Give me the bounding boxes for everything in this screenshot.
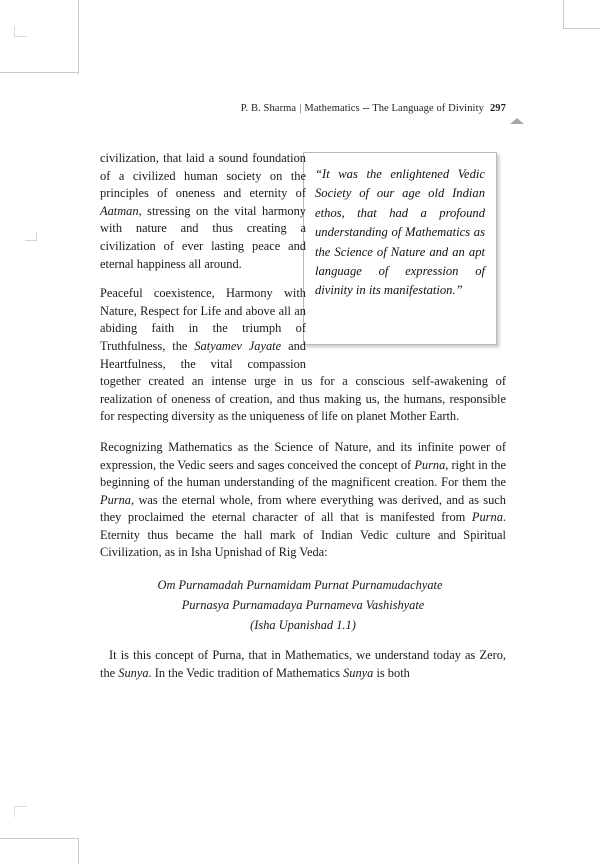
registration-mark-left-edge: [25, 232, 37, 241]
registration-mark-bottom-left: [14, 806, 27, 817]
paragraph-3-part-2: , right in the beginning of the human understanding of the magnificent creation. For them the: [100, 457, 506, 490]
verse-line-2: Purnasya Purnamadaya Purnameva Vashishyate: [181, 598, 425, 613]
paragraph-4-italic-sunya-1: Sunya: [118, 665, 149, 680]
paragraph-1-part-2: , stressing on the vital harmony with nature and thus creating a civilization of ever lasting peace and eternal happiness all around.: [100, 203, 306, 271]
verse-citation: (Isha Upanishad 1.1): [250, 618, 356, 633]
pull-quote-float-spacer: [318, 150, 506, 350]
paragraph-4-part-3: is both: [373, 665, 410, 680]
paragraph-3-italic-purna-2: Purna: [100, 492, 131, 507]
verse-line-1: Om Purnamadah Purnamidam Purnat Purnamudachyate: [157, 578, 443, 593]
paragraph-1-italic-aatman: Aatman: [100, 203, 139, 218]
paragraph-4-part-2: . In the Vedic tradition of Mathematics: [148, 665, 344, 680]
body-text-column: [100, 150, 506, 695]
paragraph-4: [100, 647, 506, 682]
sanskrit-verse-block: [100, 575, 506, 635]
page-number: 297: [489, 103, 506, 114]
triangle-marker-icon: [510, 118, 524, 124]
header-separator: |: [299, 103, 302, 114]
paragraph-2-part-1: Peaceful coexistence, Harmony with Nature, Respect for Life and above all an abiding faith in the triumph of Truthfulness, the: [100, 286, 306, 353]
paragraph-4-part-1: It is this concept of Purna, that in Mathematics, we understand today as Zero, the: [100, 648, 506, 680]
paragraph-3-italic-purna-3: Purna: [471, 510, 503, 525]
pull-quote-text: “It was the enlightened Vedic Society of our age old Indian ethos, that had a profound understanding of Mathematics as the Science of Nature and an apt language of expression of divinity in its manifestation.”: [315, 167, 485, 298]
paragraph-2-part-2: and Heartfulness, the vital compassion together created an intense urge in us for a conscious self-awakening of realization of oneness of creation, and thus making us, the humans, responsible for respecting diversity as the uniqueness of life on planet Mother Earth.: [100, 338, 506, 424]
paragraph-3-part-3: , was the eternal whole, from where everything was derived, and as such they proclaimed the eternal character of all that is manifested from: [100, 492, 506, 525]
header-title: Mathematics -- The Language of Divinity: [304, 103, 484, 114]
paragraph-1-part-1: civilization, that laid a sound foundation of a civilized human society on the principles of oneness and eternity of: [100, 151, 306, 201]
paragraph-4-italic-sunya-2: Sunya: [343, 665, 374, 680]
paragraph-2-italic-satyamev-jayate: Satyamev Jayate: [194, 338, 282, 353]
paragraph-3-part-4: . Eternity thus became the hall mark of Indian Vedic culture and Spiritual Civilization, as in Isha Upnishad of Rig Veda:: [100, 510, 506, 560]
paragraph-3-italic-purna-1: Purna: [414, 457, 446, 472]
header-author: P. B. Sharma: [240, 103, 297, 114]
wrapped-text-block: [100, 150, 506, 426]
paragraph-3: [100, 439, 506, 562]
running-header: [100, 103, 506, 114]
registration-mark-top-left: [14, 26, 27, 37]
paragraph-3-part-1: Recognizing Mathematics as the Science of Nature, and its infinite power of expression, the Vedic seers and sages conceived the concept of: [100, 439, 506, 472]
